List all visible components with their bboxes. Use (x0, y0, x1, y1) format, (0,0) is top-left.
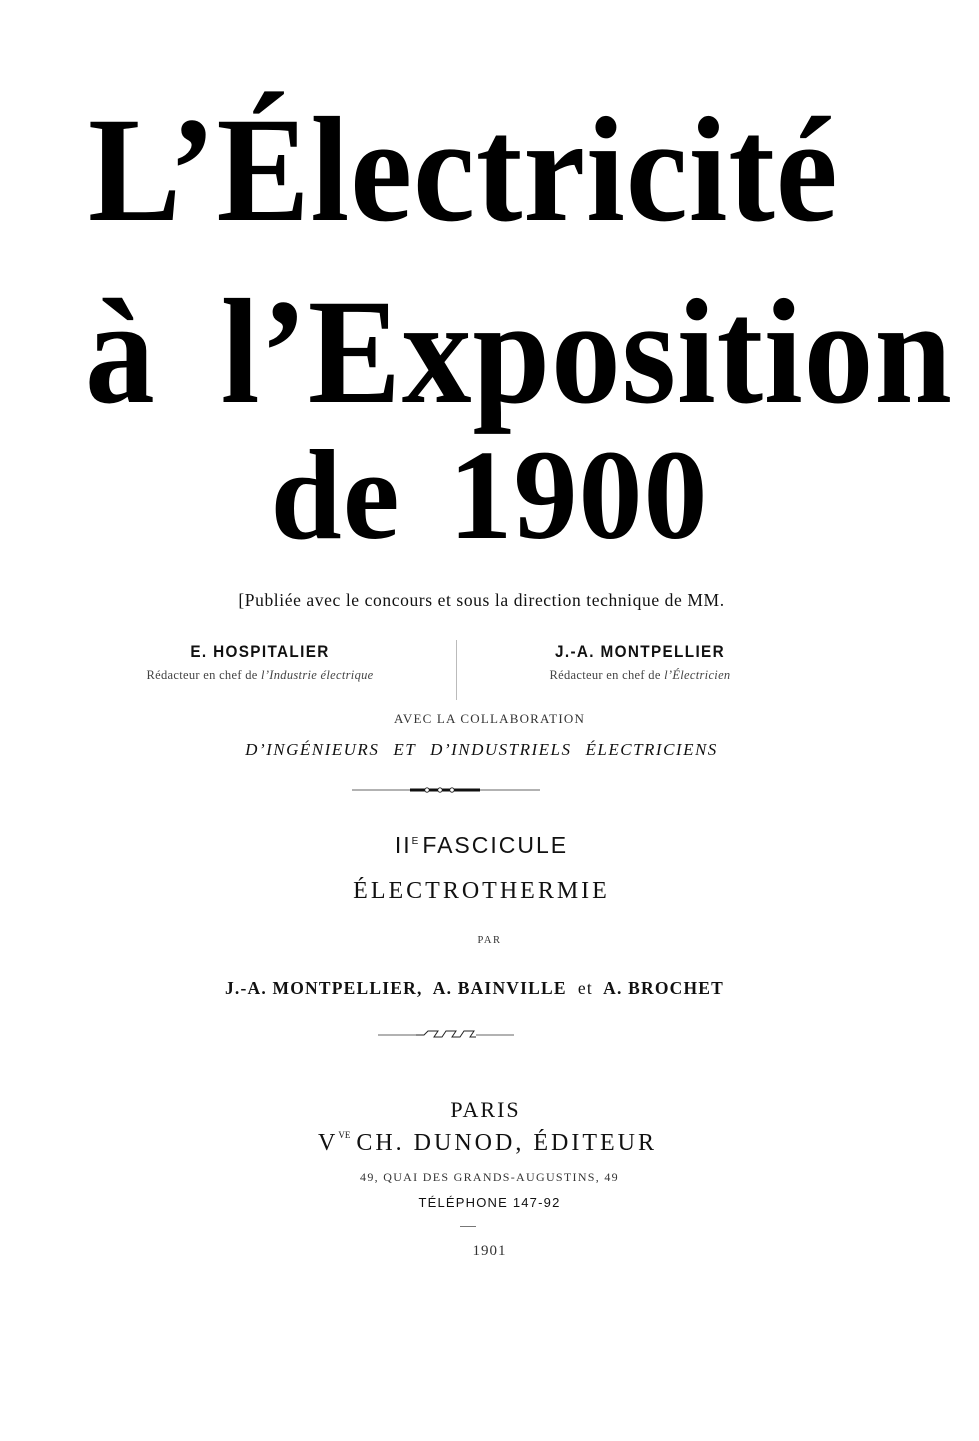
imprint-city: PARIS (450, 1097, 521, 1122)
fascicule-label (0, 832, 971, 859)
imprint-publisher (0, 1130, 977, 1157)
ornament-rule-icon (352, 787, 540, 793)
editor-role (115, 668, 405, 683)
collaboration-heading: AVEC LA COLLABORATION (393, 711, 586, 726)
by-label: PAR (477, 935, 502, 946)
publisher-name: CH. DUNOD, ÉDITEUR (356, 1130, 657, 1156)
editor-name: E. HOSPITALIER (190, 642, 330, 661)
title-word-a: à (85, 269, 156, 435)
publication-note: [Publiée avec le concours et sous la direction technique de MM. (238, 590, 725, 610)
collab-part: ET (393, 740, 417, 759)
title-line-2 (85, 269, 953, 435)
title-line-1: L’Électricité (88, 87, 839, 253)
fascicule-word: FASCICULE (422, 832, 569, 858)
collaboration-line (0, 740, 971, 760)
fascicule-number: II (394, 832, 412, 858)
collab-part: D’INGÉNIEURS (245, 740, 380, 759)
author: J.-A. MONTPELLIER, (224, 978, 423, 998)
title-line-3 (0, 425, 979, 565)
imprint-telephone: TÉLÉPHONE 147-92 (418, 1195, 561, 1210)
greek-key-ornament-icon (378, 1029, 514, 1039)
editor-name: J.-A. MONTPELLIER (554, 642, 726, 661)
editor-left (115, 642, 405, 683)
fascicule-sup: E (411, 836, 419, 847)
role-prefix: Rédacteur en chef de (146, 668, 262, 682)
role-prefix: Rédacteur en chef de (549, 668, 665, 682)
role-journal: l’Électricien (664, 668, 731, 682)
collab-part: ÉLECTRICIENS (585, 740, 718, 759)
title-word-exposition: l’Exposition (220, 269, 953, 435)
subject-title: ÉLECTROTHERMIE (353, 878, 610, 904)
author: A. BAINVILLE (432, 978, 567, 998)
imprint-year: 1901 (472, 1243, 507, 1259)
author-conjunction: et (577, 978, 593, 998)
imprint-address: 49, QUAI DES GRANDS-AUGUSTINS, 49 (360, 1170, 619, 1184)
short-rule (460, 1226, 476, 1227)
title-word-de: de (270, 424, 401, 566)
editor-role (505, 668, 775, 683)
authors-line (0, 978, 964, 999)
title-year: 1900 (448, 424, 709, 566)
collab-part: D’INDUSTRIELS (430, 740, 572, 759)
role-journal: l’Industrie électrique (261, 668, 374, 682)
publisher-sup: VE (338, 1130, 351, 1140)
column-divider (456, 640, 457, 700)
author: A. BROCHET (603, 978, 725, 998)
publisher-prefix: V (318, 1130, 339, 1156)
editor-right (505, 642, 775, 683)
